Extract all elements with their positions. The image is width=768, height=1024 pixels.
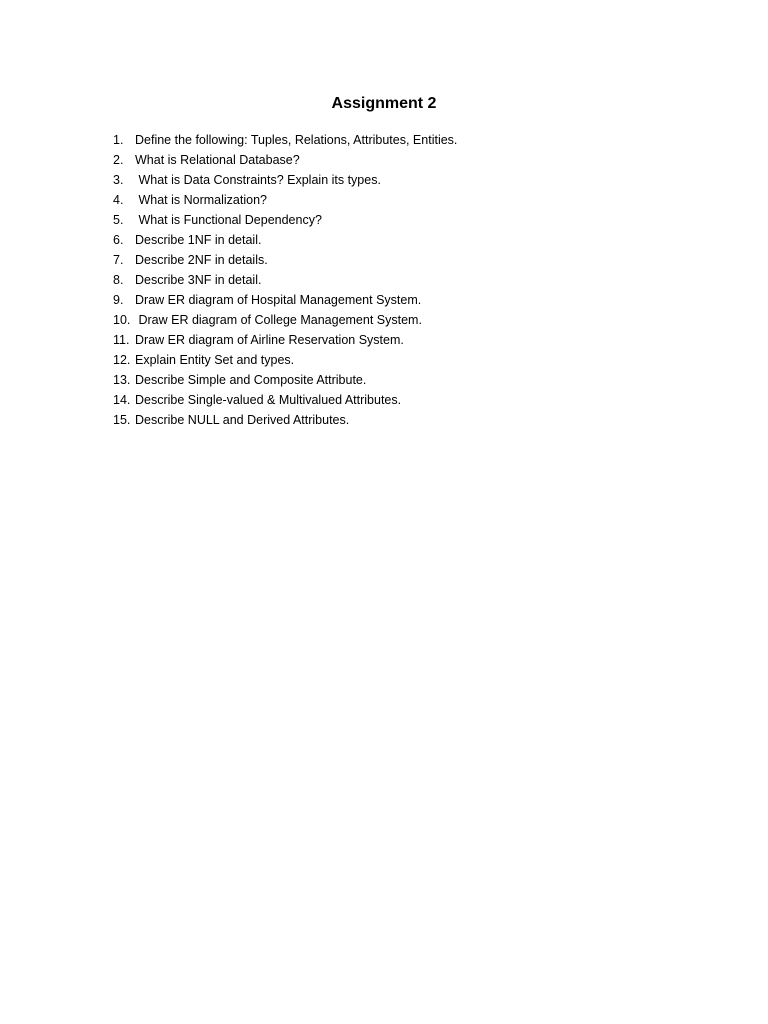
question-number: 4. [113, 193, 124, 207]
question-number: 5. [113, 213, 124, 227]
question-text: Describe 1NF in detail. [135, 233, 262, 247]
question-text: Draw ER diagram of Airline Reservation System. [135, 333, 404, 347]
question-text: Draw ER diagram of Hospital Management System. [135, 293, 422, 307]
question-text: Explain Entity Set and types. [135, 353, 295, 367]
question-text: What is Functional Dependency? [135, 213, 322, 227]
question-text: What is Relational Database? [135, 153, 300, 167]
question-number: 12. [113, 353, 131, 367]
question-number: 9. [113, 293, 124, 307]
question-number: 3. [113, 173, 124, 187]
question-number: 15. [113, 413, 131, 427]
question-number: 1. [113, 133, 124, 147]
question-text: Describe NULL and Derived Attributes. [135, 413, 350, 427]
question-number: 11. [113, 333, 130, 347]
question-number: 10. [113, 313, 131, 327]
document-title: Assignment 2 [331, 95, 437, 112]
question-number: 8. [113, 273, 124, 287]
question-text: What is Data Constraints? Explain its types. [135, 173, 381, 187]
question-text: Define the following: Tuples, Relations, Attributes, Entities. [135, 133, 458, 147]
question-text: Describe Simple and Composite Attribute. [135, 373, 367, 387]
question-number: 2. [113, 153, 124, 167]
question-number: 13. [113, 373, 131, 387]
question-text: What is Normalization? [135, 193, 267, 207]
question-text: Draw ER diagram of College Management System. [135, 313, 422, 327]
question-number: 6. [113, 233, 124, 247]
question-number: 14. [113, 393, 131, 407]
question-text: Describe Single-valued & Multivalued Attributes. [135, 393, 402, 407]
question-text: Describe 2NF in details. [135, 253, 268, 267]
question-text: Describe 3NF in detail. [135, 273, 262, 287]
question-number: 7. [113, 253, 124, 267]
